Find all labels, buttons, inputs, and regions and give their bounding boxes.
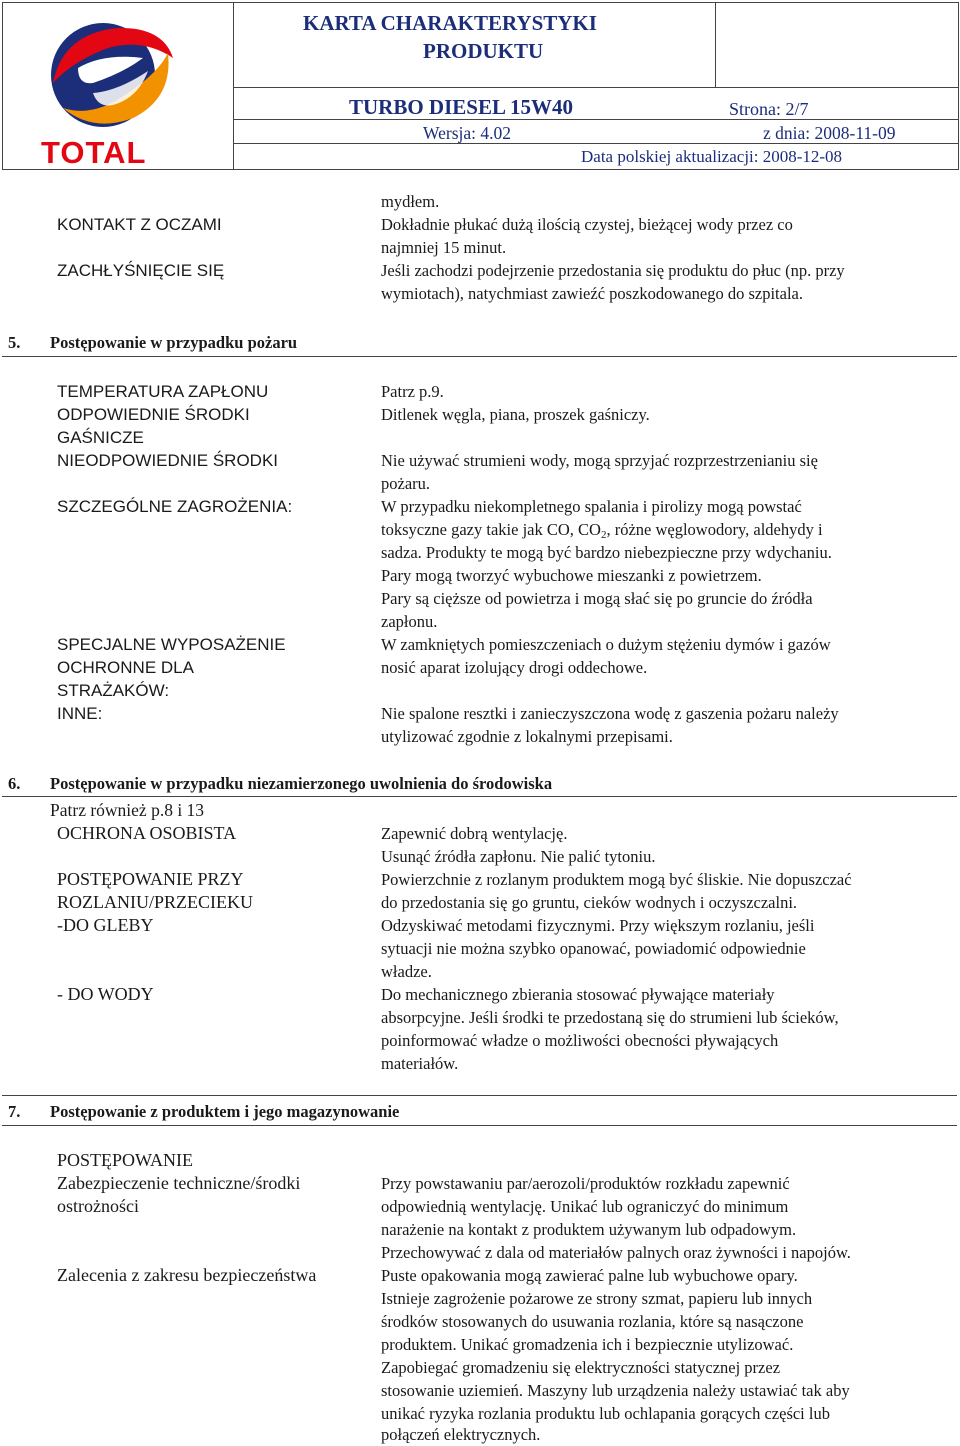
safety-text-4: produktem. Unikać gromadzenia ich i bezpiecznie utylizować. (381, 1335, 794, 1354)
issue-date: z dnia: 2008-11-09 (763, 123, 896, 143)
safety-text-2: Istnieje zagrożenie pożarowe ze strony szmat, papieru lub innych (381, 1289, 813, 1308)
spill-text-2: do przedostania się go gruntu, cieków wodnych i oczyszczalni. (381, 893, 798, 912)
water-text-2: absorpcyjne. Jeśli środki te przedostaną się do strumieni lub ścieków, (381, 1008, 839, 1027)
hazards-text-4: Pary mogą tworzyć wybuchowe mieszanki z powietrzem. (381, 566, 762, 585)
section-number: 7. (8, 1102, 21, 1121)
hazards-text-2b: , różne węglowodory, aldehydy i (606, 520, 823, 539)
soil-text: Odzyskiwać metodami fizycznymi. Przy większym rozlaniu, jeśli (381, 916, 815, 935)
soil-label: -DO GLEBY (57, 915, 154, 935)
hazards-text-6: zapłonu. (381, 612, 438, 631)
hazards-label: SZCZEGÓLNE ZAGROŻENIA: (57, 497, 293, 516)
header-divider (233, 87, 958, 88)
safety-text-5: Zapobiegać gromadzeniu się elektryczności statycznej przez (381, 1358, 781, 1377)
handling-label: POSTĘPOWANIE (57, 1150, 194, 1170)
unsuitable-text-2: pożaru. (381, 474, 431, 493)
personal-protection-text: Zapewnić dobrą wentylację. (381, 824, 568, 843)
safety-text-8: połączeń elektrycznych. (381, 1425, 541, 1444)
personal-protection-label: OCHRONA OSOBISTA (57, 823, 237, 843)
soil-text-2: sytuacji nie można szybko opanować, powiadomić odpowiednie (381, 939, 806, 958)
total-logo (33, 13, 213, 170)
update-date: Data polskiej aktualizacji: 2008-12-08 (581, 147, 843, 166)
see-also: Patrz również p.8 i 13 (50, 800, 205, 820)
technical-label-2: ostrożności (57, 1196, 139, 1216)
extinguishing-label: ODPOWIEDNIE ŚRODKI (57, 405, 250, 424)
water-label: - DO WODY (57, 984, 154, 1004)
water-text-3: poinformować władze o możliwości obecności pływających (381, 1031, 779, 1050)
product-name: TURBO DIESEL 15W40 (349, 95, 574, 119)
hazards-text-2a: toksyczne gazy takie jak CO, CO (381, 520, 601, 539)
eyes-label: KONTAKT Z OCZAMI (57, 215, 222, 234)
version: Wersja: 4.02 (423, 123, 512, 143)
extinguishing-text: Ditlenek węgla, piana, proszek gaśniczy. (381, 405, 650, 424)
equipment-label-3: STRAŻAKÓW: (57, 681, 170, 700)
safety-text-3: środków stosowanych do usuwania rozlania, które są nasączone (381, 1312, 804, 1331)
other-text-2: utylizować zgodnie z lokalnymi przepisami. (381, 727, 673, 746)
section-6-title (8, 772, 552, 795)
eyes-text-2: najmniej 15 minut. (381, 238, 507, 257)
hazards-text-3: sadza. Produkty te mogą być bardzo niebezpieczne przy wdychaniu. (381, 543, 832, 562)
section-number: 6. (8, 774, 21, 793)
spill-label: POSTĘPOWANIE PRZY (57, 869, 244, 889)
doc-title-2: PRODUKTU (423, 39, 544, 63)
equipment-text-2: nosić aparat izolujący drogi oddechowe. (381, 658, 648, 677)
water-text-4: materiałów. (381, 1054, 459, 1073)
section-divider (2, 356, 957, 357)
technical-label: Zabezpieczenie techniczne/środki (57, 1173, 301, 1193)
other-label: INNE: (57, 704, 103, 723)
safety-text-6: stosowanie uziemień. Maszyny lub urządzenia należy ustawiać tak aby (381, 1381, 850, 1400)
co2-subscript: 2 (600, 529, 607, 541)
safety-text-7: unikać ryzyka rozlania produktu lub ochlapania gorących części lub (381, 1404, 830, 1423)
section-7-title (8, 1100, 399, 1123)
extinguishing-label-2: GAŚNICZE (57, 428, 144, 447)
section-number: 5. (8, 333, 21, 352)
section-divider (2, 1125, 957, 1126)
first-aid-continuation: mydłem. (381, 192, 440, 211)
section-divider (2, 796, 957, 797)
flash-point-label: TEMPERATURA ZAPŁONU (57, 382, 269, 401)
section-heading: Postępowanie w przypadku pożaru (50, 333, 298, 352)
swallow-text: Jeśli zachodzi podejrzenie przedostania się produktu do płuc (np. przy (381, 261, 845, 280)
other-text: Nie spalone resztki i zanieczyszczona wodę z gaszenia pożaru należy (381, 704, 839, 723)
flash-point-text: Patrz p.9. (381, 382, 444, 401)
spill-label-2: ROZLANIU/PRZECIEKU (57, 892, 253, 912)
technical-text-3: narażenie na kontakt z produktem używanym lub odpadowym. (381, 1220, 797, 1239)
technical-text-2: odpowiednią wentylację. Unikać lub ograniczyć do minimum (381, 1197, 789, 1216)
header-divider (715, 3, 716, 87)
page-number: Strona: 2/7 (729, 99, 809, 119)
doc-title: KARTA CHARAKTERYSTYKI (303, 11, 597, 35)
hazards-text-2 (381, 518, 956, 541)
document-header (2, 2, 959, 170)
technical-text: Przy powstawaniu par/aerozoli/produktów rozkładu zapewnić (381, 1174, 790, 1193)
unsuitable-label: NIEODPOWIEDNIE ŚRODKI (57, 451, 279, 470)
water-text: Do mechanicznego zbierania stosować pływające materiały (381, 985, 775, 1004)
soil-text-3: władze. (381, 962, 432, 981)
hazards-text-5: Pary są cięższe od powietrza i mogą słać się po gruncie do źródła (381, 589, 813, 608)
hazards-text: W przypadku niekompletnego spalania i pirolizy mogą powstać (381, 497, 802, 516)
safety-text: Puste opakowania mogą zawierać palne lub wybuchowe opary. (381, 1266, 798, 1285)
logo-wordmark: TOTAL (41, 135, 147, 170)
section-divider (2, 1095, 957, 1096)
spill-text: Powierzchnie z rozlanym produktem mogą być śliskie. Nie dopuszczać (381, 870, 852, 889)
swallow-label: ZACHŁYŚNIĘCIE SIĘ (57, 261, 225, 280)
total-logo-icon (33, 13, 213, 138)
safety-label: Zalecenia z zakresu bezpieczeństwa (57, 1265, 317, 1285)
swallow-text-2: wymiotach), natychmiast zawieźć poszkodowanego do szpitala. (381, 284, 803, 303)
header-divider (233, 3, 234, 169)
header-divider (233, 119, 958, 120)
personal-protection-text-2: Usunąć źródła zapłonu. Nie palić tytoniu. (381, 847, 656, 866)
equipment-text: W zamkniętych pomieszczeniach o dużym stężeniu dymów i gazów (381, 635, 831, 654)
section-5-title (8, 331, 297, 354)
section-heading: Postępowanie z produktem i jego magazynowanie (50, 1102, 400, 1121)
section-heading: Postępowanie w przypadku niezamierzonego uwolnienia do środowiska (50, 774, 553, 793)
eyes-text: Dokładnie płukać dużą ilością czystej, bieżącej wody przez co (381, 215, 793, 234)
unsuitable-text: Nie używać strumieni wody, mogą sprzyjać rozprzestrzenianiu się (381, 451, 818, 470)
equipment-label: SPECJALNE WYPOSAŻENIE (57, 635, 286, 654)
equipment-label-2: OCHRONNE DLA (57, 658, 194, 677)
technical-text-4: Przechowywać z dala od materiałów palnych oraz żywności i napojów. (381, 1243, 851, 1262)
